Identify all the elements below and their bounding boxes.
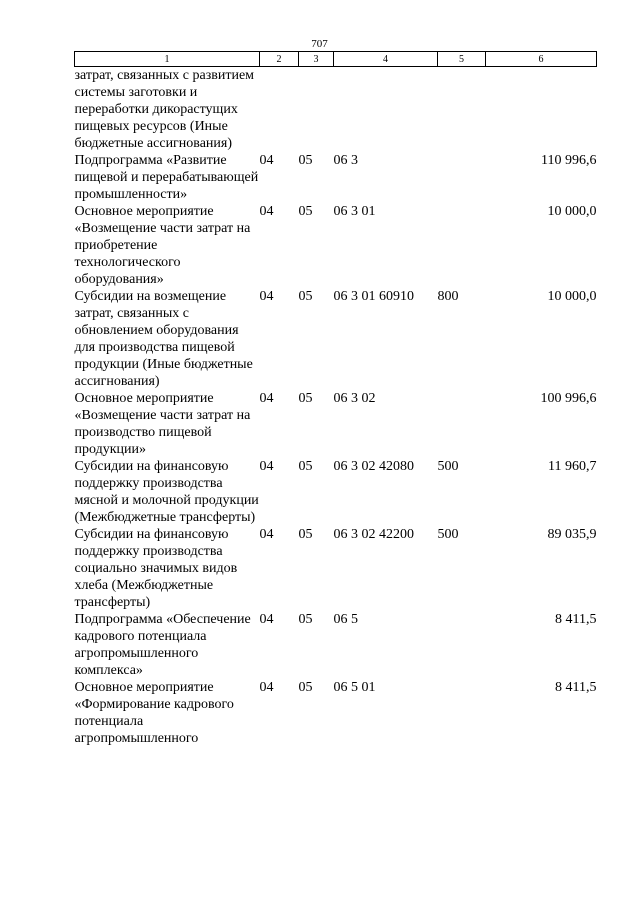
row-amount: 100 996,6 [540, 391, 597, 406]
row-section: 04 [259, 612, 274, 627]
table-row [75, 152, 597, 203]
table-row [75, 67, 597, 153]
row-subsection: 05 [298, 612, 313, 627]
row-target-code: 06 3 [333, 153, 358, 168]
row-amount: 10 000,0 [547, 289, 597, 304]
column-header-6: 6 [486, 52, 597, 67]
table-row [75, 288, 597, 390]
table-row [75, 679, 597, 747]
table-row [75, 390, 597, 458]
row-amount: 89 035,9 [547, 527, 597, 542]
row-amount: 110 996,6 [541, 153, 597, 168]
row-expense-type [438, 390, 486, 458]
row-section: 04 [259, 391, 274, 406]
row-subsection: 05 [298, 680, 313, 695]
row-subsection: 05 [298, 289, 313, 304]
row-target-code: 06 3 01 [333, 204, 376, 219]
row-target-code [334, 67, 438, 153]
row-target-code: 06 3 02 42080 [333, 459, 414, 474]
row-target-code: 06 3 02 42200 [333, 527, 414, 542]
row-section: 04 [259, 204, 274, 219]
row-subsection: 05 [298, 527, 313, 542]
row-section: 04 [259, 153, 274, 168]
table-header-row [75, 52, 597, 67]
row-subsection: 05 [298, 204, 313, 219]
row-expense-type [438, 152, 486, 203]
column-header-5: 5 [438, 52, 486, 67]
row-subsection: 05 [298, 459, 313, 474]
row-name: Субсидии на финансовую поддержку производства социально значимых видов хлеба (Межбюджетные трансферты) [74, 527, 238, 610]
budget-table [74, 51, 597, 747]
row-expense-type [438, 67, 486, 153]
row-subsection: 05 [298, 391, 313, 406]
row-section: 04 [259, 459, 274, 474]
column-header-4: 4 [334, 52, 438, 67]
column-header-1: 1 [75, 52, 260, 67]
row-expense-type: 800 [437, 289, 459, 304]
row-section: 04 [259, 527, 274, 542]
row-section [260, 67, 299, 153]
row-expense-type [438, 679, 486, 747]
row-name: Подпрограмма «Развитие пищевой и перерабатывающей промышленности» [74, 153, 259, 202]
row-subsection: 05 [298, 153, 313, 168]
row-amount: 8 411,5 [555, 612, 597, 627]
row-name: Основное мероприятие «Формирование кадрового потенциала агропромышленного [74, 680, 234, 746]
row-target-code: 06 5 01 [333, 680, 376, 695]
row-target-code: 06 3 01 60910 [333, 289, 414, 304]
row-name: затрат, связанных с развитием системы заготовки и переработки дикорастущих пищевых ресурсов (Иные бюджетные ассигнования) [74, 68, 255, 151]
row-amount: 11 960,7 [548, 459, 597, 474]
column-header-3: 3 [299, 52, 334, 67]
row-expense-type: 500 [437, 527, 459, 542]
table-row [75, 611, 597, 679]
row-name: Субсидии на финансовую поддержку производства мясной и молочной продукции (Межбюджетные трансферты) [74, 459, 259, 525]
row-name: Основное мероприятие «Возмещение части затрат на приобретение технологического оборудования» [74, 204, 251, 287]
table-row [75, 458, 597, 526]
row-expense-type: 500 [437, 459, 459, 474]
row-expense-type [438, 611, 486, 679]
row-name: Подпрограмма «Обеспечение кадрового потенциала агропромышленного комплекса» [74, 612, 251, 678]
page-number: 707 [311, 38, 328, 50]
row-expense-type [438, 203, 486, 288]
row-subsection [299, 67, 334, 153]
row-name: Основное мероприятие «Возмещение части затрат на производство пищевой продукции» [74, 391, 251, 457]
row-amount [486, 67, 597, 153]
column-header-2: 2 [260, 52, 299, 67]
row-section: 04 [259, 680, 274, 695]
table-row [75, 203, 597, 288]
row-target-code: 06 3 02 [333, 391, 376, 406]
row-section: 04 [259, 289, 274, 304]
row-name: Субсидии на возмещение затрат, связанных с обновлением оборудования для производства пищевой продукции (Иные бюджетные ассигнования) [74, 289, 253, 389]
row-amount: 10 000,0 [547, 204, 597, 219]
row-target-code: 06 5 [333, 612, 358, 627]
row-amount: 8 411,5 [555, 680, 597, 695]
table-row [75, 526, 597, 611]
